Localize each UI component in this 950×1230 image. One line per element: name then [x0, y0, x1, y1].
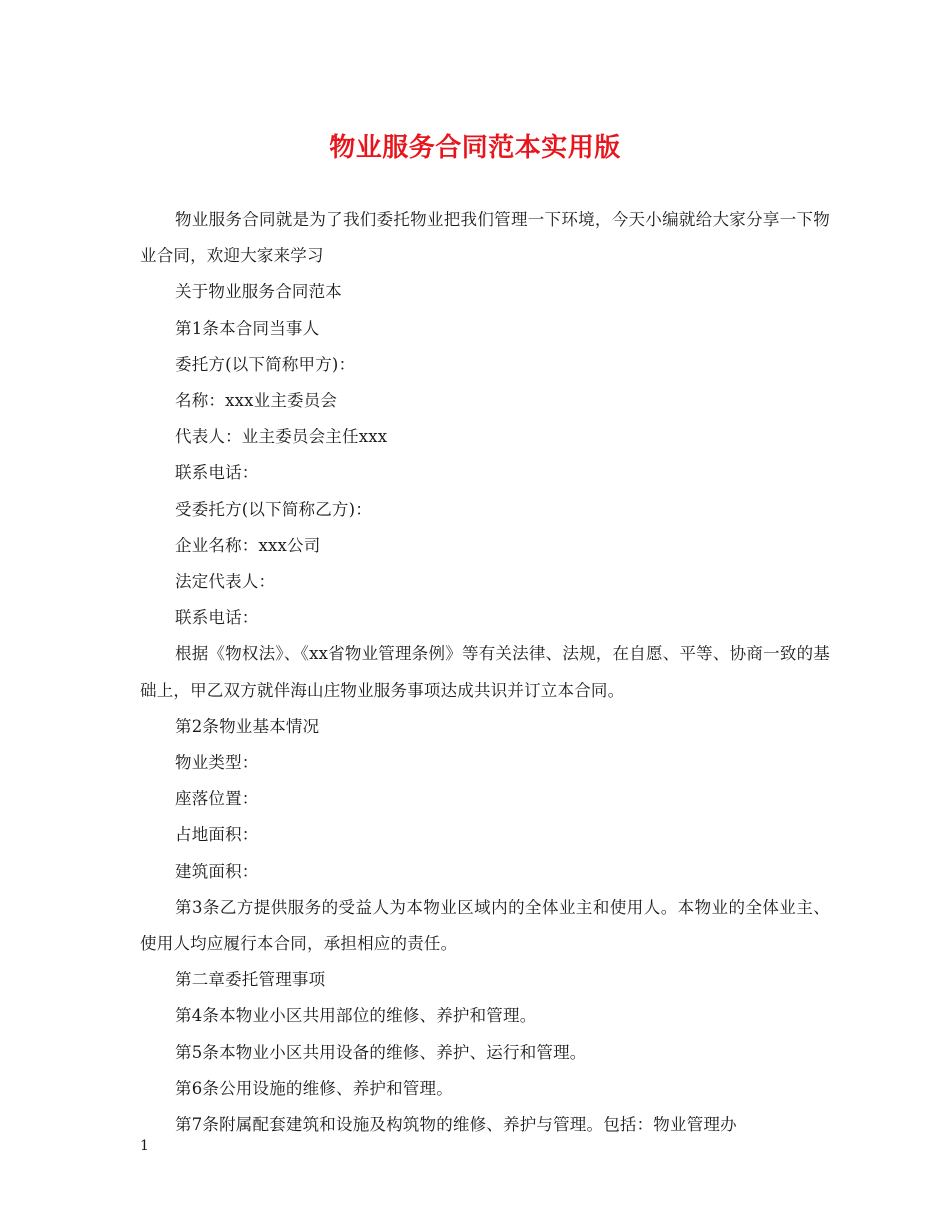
paragraph: 物业类型： — [175, 753, 259, 773]
paragraph: 第1条本合同当事人 — [175, 318, 320, 338]
paragraph: 第4条本物业小区共用部位的维修、养护和管理。 — [175, 1006, 537, 1026]
paragraph: 物业服务合同就是为了我们委托物业把我们管理一下环境，今天小编就给大家分享一下物业合同，欢迎大家来学习 — [140, 210, 830, 266]
paragraph: 联系电话： — [175, 608, 259, 628]
paragraph: 委托方(以下简称甲方)： — [175, 354, 356, 374]
paragraph: 代表人：业主委员会主任xxx — [175, 427, 388, 447]
paragraph: 第二章委托管理事项 — [175, 970, 326, 990]
document-body — [140, 202, 830, 1143]
paragraph: 受委托方(以下简称乙方)： — [175, 499, 372, 519]
paragraph: 企业名称：xxx公司 — [175, 535, 321, 555]
paragraph: 第7条附属配套建筑和设施及构筑物的维修、养护与管理。包括：物业管理办 — [175, 1115, 737, 1135]
paragraph: 根据《物权法》、《xx省物业管理条例》等有关法律、法规，在自愿、平等、协商一致的基础上，甲乙双方就伴海山庄物业服务事项达成共识并订立本合同。 — [140, 644, 830, 700]
paragraph: 第5条本物业小区共用设备的维修、养护、运行和管理。 — [175, 1042, 587, 1062]
paragraph: 名称：xxx业主委员会 — [175, 391, 338, 411]
paragraph: 关于物业服务合同范本 — [175, 282, 342, 302]
document-title: 物业服务合同范本实用版 — [329, 133, 621, 163]
paragraph: 第3条乙方提供服务的受益人为本物业区域内的全体业主和使用人。本物业的全体业主、使用人均应履行本合同，承担相应的责任。 — [140, 897, 830, 954]
paragraph: 第6条公用设施的维修、养护和管理。 — [175, 1078, 453, 1098]
paragraph: 法定代表人： — [175, 572, 276, 592]
paragraph: 座落位置： — [175, 789, 259, 809]
paragraph: 联系电话： — [175, 463, 259, 483]
paragraph: 占地面积： — [175, 825, 259, 845]
paragraph: 建筑面积： — [175, 861, 259, 881]
paragraph: 第2条物业基本情况 — [175, 716, 320, 736]
page-number: 1 — [140, 1138, 149, 1154]
